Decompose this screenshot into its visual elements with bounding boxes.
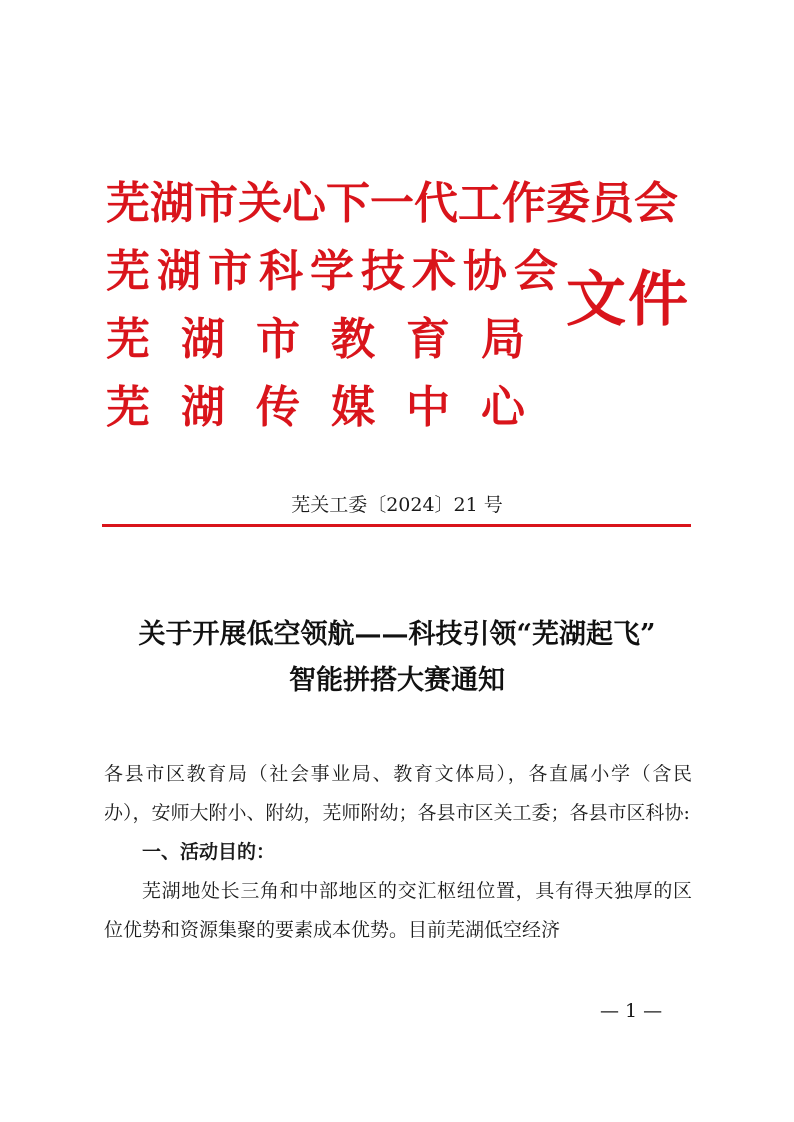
issuer-kexie: 芜湖市科学技术协会 (106, 246, 565, 297)
section-paragraph: 芜湖地处长三角和中部地区的交汇枢纽位置，具有得天独厚的区位优势和资源集聚的要素成本优势。目前芜湖低空经济 (104, 880, 692, 941)
title-line-2: 智能拼搭大赛通知 (289, 665, 505, 696)
issuer-jiaoyuju: 芜湖市教育局 (106, 314, 556, 365)
recipients-paragraph: 各县市区教育局（社会事业局、教育文体局），各直属小学（含民办），安师大附小、附幼，芜师附幼；各县市区关工委；各县市区科协: (104, 763, 692, 824)
document-word: 文件 (566, 265, 690, 335)
document-number: 芜关工委〔2024〕21 号 (291, 494, 503, 516)
page-number: — 1 — (600, 1000, 663, 1022)
document-title (90, 612, 704, 704)
issuer-guanweihui: 芜湖市关心下一代工作委员会 (106, 178, 678, 229)
document-body (104, 755, 692, 950)
section-heading: 一、活动目的： (142, 841, 276, 863)
red-divider (102, 524, 691, 527)
issuer-chuanmei: 芜湖传媒中心 (106, 382, 556, 433)
title-line-1: 关于开展低空领航——科技引领“芜湖起飞” (138, 619, 656, 650)
